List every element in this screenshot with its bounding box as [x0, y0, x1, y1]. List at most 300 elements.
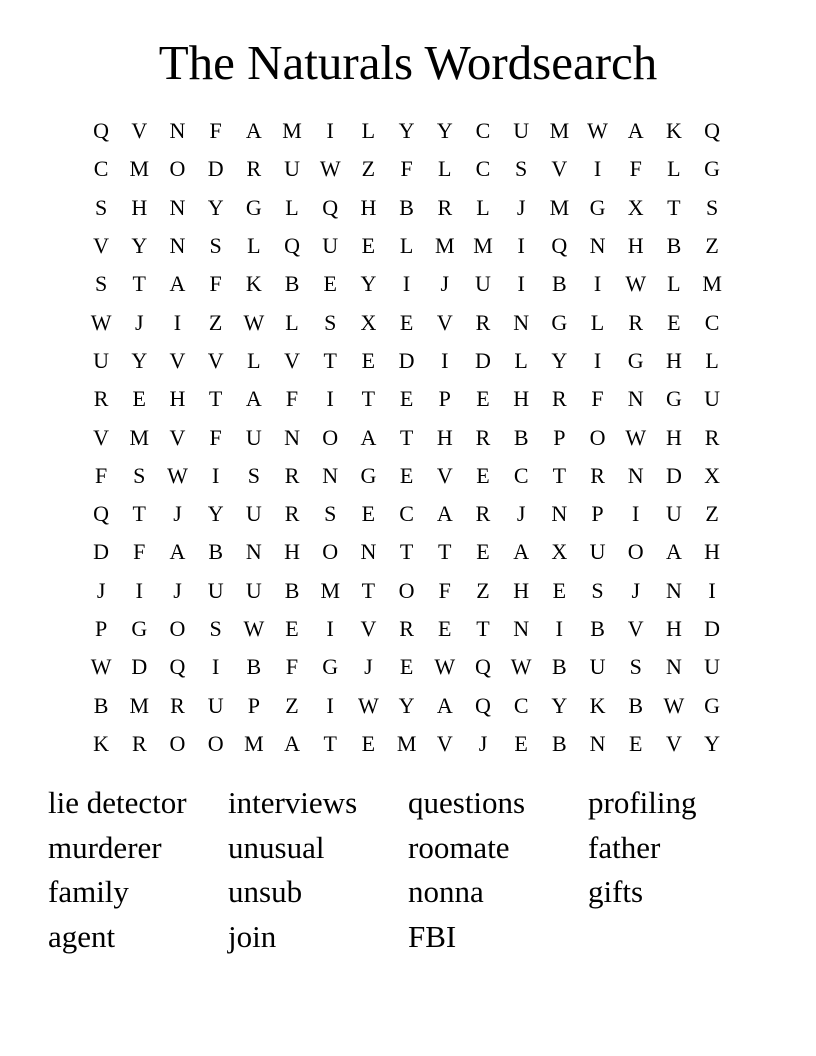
grid-row — [82, 610, 732, 648]
grid-letter: D — [704, 616, 721, 641]
grid-letter: C — [704, 309, 720, 335]
grid-letter: E — [399, 309, 414, 335]
grid-letter: J — [516, 501, 526, 527]
grid-letter: R — [704, 424, 720, 450]
word-list-item: agent — [48, 919, 116, 955]
grid-letter: G — [551, 309, 568, 335]
grid-letter: V — [284, 347, 300, 373]
grid-letter: C — [513, 692, 529, 718]
word-list-item: profiling — [588, 785, 697, 820]
grid-letter: I — [326, 616, 334, 641]
grid-letter: Z — [476, 577, 490, 603]
grid-letter: D — [665, 462, 682, 488]
grid-letter: I — [555, 616, 563, 641]
grid-letter: W — [625, 424, 647, 450]
grid-letter: S — [94, 194, 108, 220]
grid-letter: L — [705, 347, 719, 373]
grid-letter: E — [361, 730, 376, 756]
grid-letter: X — [551, 539, 568, 565]
grid-letter: R — [590, 462, 605, 488]
grid-letter: N — [589, 730, 606, 756]
grid-letter: M — [549, 194, 570, 220]
grid-letter: I — [708, 577, 716, 603]
grid-letter: V — [169, 347, 186, 373]
grid-letter: S — [705, 194, 719, 220]
word-list-item: family — [48, 874, 129, 910]
grid-row — [82, 112, 732, 150]
grid-letter: Y — [551, 692, 568, 718]
grid-letter: O — [169, 730, 186, 756]
grid-row — [82, 457, 732, 495]
grid-letter: U — [93, 347, 110, 373]
grid-letter: N — [665, 654, 682, 680]
grid-letter: H — [665, 616, 682, 641]
grid-letter: W — [663, 692, 685, 718]
grid-row — [82, 572, 732, 610]
grid-letter: U — [245, 577, 262, 603]
grid-row — [82, 380, 732, 418]
grid-letter: I — [211, 654, 220, 680]
grid-letter: G — [627, 347, 644, 373]
grid-letter: I — [517, 271, 525, 297]
grid-letter: B — [628, 692, 644, 718]
grid-letter: V — [436, 309, 453, 335]
grid-letter: T — [132, 271, 146, 297]
grid-letter: H — [665, 347, 682, 373]
grid-letter: T — [399, 539, 414, 565]
grid-letter: O — [589, 424, 606, 450]
grid-letter: C — [513, 462, 529, 488]
grid-letter: G — [360, 462, 377, 488]
grid-letter: E — [552, 577, 567, 603]
grid-letter: A — [627, 118, 644, 144]
grid-row — [82, 303, 732, 341]
grid-letter: G — [704, 156, 721, 182]
grid-letter: D — [207, 156, 224, 182]
grid-letter: M — [702, 271, 722, 297]
grid-letter: E — [361, 233, 376, 259]
grid-letter: Q — [93, 501, 110, 527]
grid-letter: L — [399, 233, 414, 259]
grid-letter: B — [93, 692, 109, 718]
grid-letter: T — [361, 386, 376, 412]
grid-letter: Z — [705, 501, 719, 527]
grid-letter: U — [475, 271, 491, 297]
grid-letter: E — [438, 616, 452, 641]
grid-letter: G — [245, 194, 262, 220]
grid-letter: S — [324, 309, 337, 335]
grid-letter: K — [93, 730, 110, 756]
grid-letter: L — [476, 194, 490, 220]
grid-letter: I — [211, 462, 220, 488]
grid-letter: M — [320, 577, 340, 603]
grid-letter: W — [90, 309, 112, 335]
grid-letter: O — [322, 539, 339, 565]
grid-letter: J — [440, 271, 450, 297]
grid-letter: R — [552, 386, 567, 412]
grid-letter: B — [246, 654, 262, 680]
grid-letter: O — [627, 539, 644, 565]
grid-letter: Y — [398, 118, 415, 144]
word-list-item: unsub — [228, 874, 303, 910]
grid-letter: E — [476, 539, 490, 565]
grid-row — [82, 533, 732, 571]
word-list-item: roomate — [408, 829, 510, 865]
grid-letter: A — [169, 271, 186, 297]
grid-letter: A — [284, 730, 300, 756]
grid-letter: L — [361, 118, 376, 144]
grid-letter: Q — [93, 118, 110, 144]
grid-letter: W — [587, 118, 608, 144]
word-list-item: unusual — [228, 829, 325, 865]
grid-letter: J — [631, 577, 640, 603]
grid-letter: N — [551, 501, 568, 527]
grid-letter: B — [666, 233, 682, 259]
grid-letter: F — [400, 156, 413, 182]
grid-letter: I — [593, 156, 602, 182]
grid-letter: Q — [475, 692, 491, 718]
grid-letter: H — [284, 539, 300, 565]
grid-row — [82, 342, 732, 380]
grid-letter: Z — [208, 309, 223, 335]
grid-letter: N — [169, 194, 186, 220]
grid-letter: H — [627, 233, 644, 259]
grid-letter: B — [552, 730, 567, 756]
grid-letter: A — [665, 539, 682, 565]
grid-letter: G — [322, 654, 339, 680]
grid-letter: M — [396, 730, 417, 756]
grid-letter: M — [244, 730, 264, 756]
grid-letter: U — [284, 156, 300, 182]
grid-letter: A — [436, 501, 453, 527]
grid-letter: F — [209, 118, 222, 144]
grid-letter: F — [209, 271, 222, 297]
grid-letter: E — [399, 462, 414, 488]
grid-letter: J — [96, 577, 106, 603]
grid-letter: R — [437, 194, 453, 220]
grid-letter: K — [245, 271, 262, 297]
grid-letter: A — [245, 118, 262, 144]
grid-letter: R — [284, 501, 300, 527]
grid-letter: B — [552, 271, 567, 297]
grid-letter: E — [476, 462, 490, 488]
grid-letter: V — [436, 730, 453, 756]
grid-letter: R — [170, 692, 185, 718]
word-list-item: FBI — [408, 919, 457, 955]
grid-letter: Q — [322, 194, 339, 220]
grid-letter: G — [131, 616, 148, 641]
grid-letter: B — [284, 577, 300, 603]
grid-letter: H — [360, 194, 377, 220]
grid-letter: L — [285, 309, 299, 335]
grid-letter: S — [324, 501, 337, 527]
grid-letter: D — [398, 347, 415, 373]
grid-letter: R — [284, 462, 300, 488]
grid-letter: N — [665, 577, 682, 603]
grid-row — [82, 227, 732, 265]
grid-letter: A — [169, 539, 186, 565]
grid-letter: T — [399, 424, 414, 450]
word-list-item: interviews — [228, 785, 358, 820]
grid-letter: H — [513, 577, 530, 603]
grid-letter: B — [284, 271, 300, 297]
grid-letter: Y — [704, 730, 721, 756]
grid-letter: L — [514, 347, 528, 373]
grid-letter: S — [133, 462, 146, 488]
grid-letter: U — [704, 386, 721, 412]
grid-letter: H — [131, 194, 148, 220]
grid-letter: V — [131, 118, 148, 144]
page-title: The Naturals Wordsearch — [158, 35, 658, 90]
grid-letter: A — [245, 386, 262, 412]
grid-letter: U — [589, 539, 606, 565]
grid-letter: H — [704, 539, 721, 565]
grid-letter: T — [438, 539, 452, 565]
grid-letter: F — [209, 424, 222, 450]
grid-letter: W — [90, 654, 112, 680]
grid-letter: B — [399, 194, 414, 220]
grid-letter: B — [208, 539, 223, 565]
grid-letter: A — [360, 424, 377, 450]
grid-letter: R — [475, 309, 491, 335]
grid-letter: D — [93, 539, 110, 565]
grid-letter: J — [478, 730, 488, 756]
grid-letter: A — [436, 692, 453, 718]
grid-letter: V — [627, 616, 644, 641]
word-list-item: nonna — [408, 874, 484, 910]
grid-letter: U — [322, 233, 339, 259]
grid-letter: T — [323, 347, 337, 373]
grid-letter: L — [247, 347, 261, 373]
grid-letter: E — [132, 386, 146, 412]
grid-letter: H — [169, 386, 186, 412]
grid-letter: G — [704, 692, 721, 718]
grid-letter: I — [135, 577, 143, 603]
grid-letter: R — [628, 309, 644, 335]
grid-letter: P — [438, 386, 451, 412]
grid-letter: O — [169, 156, 186, 182]
grid-row — [82, 418, 732, 456]
grid-letter: B — [590, 616, 605, 641]
grid-letter: E — [399, 654, 414, 680]
grid-letter: I — [517, 233, 525, 259]
grid-letter: F — [285, 386, 299, 412]
grid-letter: Y — [551, 347, 568, 373]
grid-letter: P — [247, 692, 260, 718]
grid-letter: L — [667, 271, 681, 297]
grid-letter: B — [552, 654, 567, 680]
grid-letter: T — [476, 616, 490, 641]
grid-letter: L — [285, 194, 299, 220]
grid-letter: I — [593, 347, 602, 373]
grid-letter: U — [207, 692, 224, 718]
grid-letter: Y — [131, 233, 148, 259]
grid-letter: T — [552, 462, 567, 488]
grid-letter: S — [247, 462, 260, 488]
grid-row — [82, 495, 732, 533]
grid-letter: V — [93, 233, 110, 259]
grid-letter: A — [513, 539, 530, 565]
grid-letter: U — [207, 577, 224, 603]
grid-letter: R — [399, 616, 414, 641]
grid-letter: O — [398, 577, 415, 603]
grid-letter: I — [173, 309, 182, 335]
grid-letter: Q — [551, 233, 568, 259]
grid-letter: H — [665, 424, 682, 450]
grid-letter: N — [589, 233, 606, 259]
grid-letter: N — [169, 233, 186, 259]
grid-row — [82, 150, 732, 188]
grid-letter: U — [665, 501, 682, 527]
grid-letter: J — [173, 501, 182, 527]
grid-letter: F — [285, 654, 299, 680]
grid-letter: N — [360, 539, 377, 565]
grid-letter: E — [476, 386, 490, 412]
grid-letter: O — [322, 424, 339, 450]
grid-letter: V — [207, 347, 224, 373]
grid-letter: R — [475, 501, 491, 527]
grid-letter: Y — [207, 194, 224, 220]
grid-letter: P — [591, 501, 604, 527]
grid-letter: C — [475, 156, 491, 182]
grid-letter: W — [434, 654, 456, 680]
grid-letter: U — [704, 654, 721, 680]
grid-letter: Q — [284, 233, 300, 259]
grid-letter: L — [590, 309, 605, 335]
grid-letter: K — [589, 692, 606, 718]
grid-letter: O — [169, 616, 186, 641]
grid-letter: P — [553, 424, 566, 450]
grid-letter: Y — [207, 501, 224, 527]
grid-letter: Y — [131, 347, 148, 373]
word-list-item: father — [588, 829, 661, 865]
grid-letter: N — [513, 616, 530, 641]
letter-grid — [82, 112, 732, 763]
grid-letter: M — [129, 692, 150, 718]
grid-letter: E — [285, 616, 299, 641]
grid-letter: J — [364, 654, 373, 680]
grid-letter: G — [589, 194, 606, 220]
grid-letter: Z — [705, 233, 719, 259]
grid-letter: S — [591, 577, 604, 603]
grid-letter: Q — [475, 654, 491, 680]
grid-letter: I — [632, 501, 640, 527]
grid-letter: S — [209, 616, 222, 641]
grid-letter: I — [402, 271, 411, 297]
grid-letter: I — [326, 118, 334, 144]
grid-letter: T — [667, 194, 681, 220]
grid-letter: R — [246, 156, 262, 182]
grid-letter: F — [438, 577, 451, 603]
grid-letter: H — [436, 424, 453, 450]
grid-letter: E — [514, 730, 528, 756]
grid-letter: J — [135, 309, 144, 335]
grid-letter: V — [93, 424, 110, 450]
grid-letter: V — [665, 730, 682, 756]
grid-letter: S — [209, 233, 222, 259]
grid-letter: W — [510, 654, 532, 680]
grid-letter: Z — [285, 692, 299, 718]
grid-letter: L — [667, 156, 681, 182]
grid-letter: G — [665, 386, 682, 412]
grid-letter: Q — [169, 654, 186, 680]
grid-letter: V — [360, 616, 377, 641]
grid-letter: E — [667, 309, 681, 335]
grid-letter: H — [513, 386, 530, 412]
grid-letter: V — [169, 424, 186, 450]
grid-letter: N — [245, 539, 262, 565]
grid-letter: C — [399, 501, 414, 527]
grid-letter: U — [245, 501, 262, 527]
grid-letter: R — [475, 424, 491, 450]
grid-letter: D — [131, 654, 148, 680]
grid-letter: M — [435, 233, 455, 259]
grid-letter: I — [593, 271, 602, 297]
grid-letter: U — [513, 118, 530, 144]
grid-letter: F — [591, 386, 604, 412]
grid-letter: E — [361, 347, 376, 373]
grid-letter: Y — [436, 118, 453, 144]
grid-letter: L — [247, 233, 261, 259]
grid-letter: F — [629, 156, 642, 182]
word-list-item: join — [228, 919, 277, 955]
grid-letter: W — [319, 156, 341, 182]
grid-letter: T — [361, 577, 376, 603]
grid-letter: S — [629, 654, 642, 680]
grid-letter: Z — [361, 156, 376, 182]
word-list-item: lie detector — [48, 785, 187, 820]
grid-letter: M — [129, 424, 150, 450]
grid-letter: E — [628, 730, 643, 756]
grid-letter: X — [627, 194, 644, 220]
grid-letter: S — [515, 156, 528, 182]
word-list-item: murderer — [48, 829, 162, 865]
grid-letter: M — [549, 118, 570, 144]
grid-letter: E — [361, 501, 376, 527]
grid-letter: M — [473, 233, 493, 259]
grid-letter: M — [129, 156, 150, 182]
grid-letter: I — [326, 692, 334, 718]
grid-letter: Y — [360, 271, 377, 297]
grid-row — [82, 189, 732, 227]
grid-letter: U — [589, 654, 606, 680]
grid-letter: X — [704, 462, 721, 488]
grid-letter: N — [513, 309, 530, 335]
grid-letter: P — [94, 616, 108, 641]
grid-letter: W — [167, 462, 188, 488]
grid-letter: F — [133, 539, 146, 565]
grid-letter: X — [360, 309, 377, 335]
grid-row — [82, 686, 732, 724]
grid-letter: N — [322, 462, 339, 488]
grid-letter: R — [131, 730, 147, 756]
grid-letter: C — [93, 156, 109, 182]
word-list — [48, 783, 768, 962]
grid-letter: N — [627, 386, 644, 412]
grid-row — [82, 648, 732, 686]
grid-letter: T — [323, 730, 337, 756]
grid-letter: W — [358, 692, 379, 718]
grid-letter: T — [208, 386, 223, 412]
grid-letter: Y — [398, 692, 415, 718]
grid-letter: N — [284, 424, 300, 450]
grid-letter: E — [399, 386, 414, 412]
grid-letter: F — [94, 462, 108, 488]
grid-row — [82, 265, 732, 303]
grid-letter: I — [441, 347, 449, 373]
grid-letter: W — [625, 271, 647, 297]
grid-letter: U — [245, 424, 262, 450]
